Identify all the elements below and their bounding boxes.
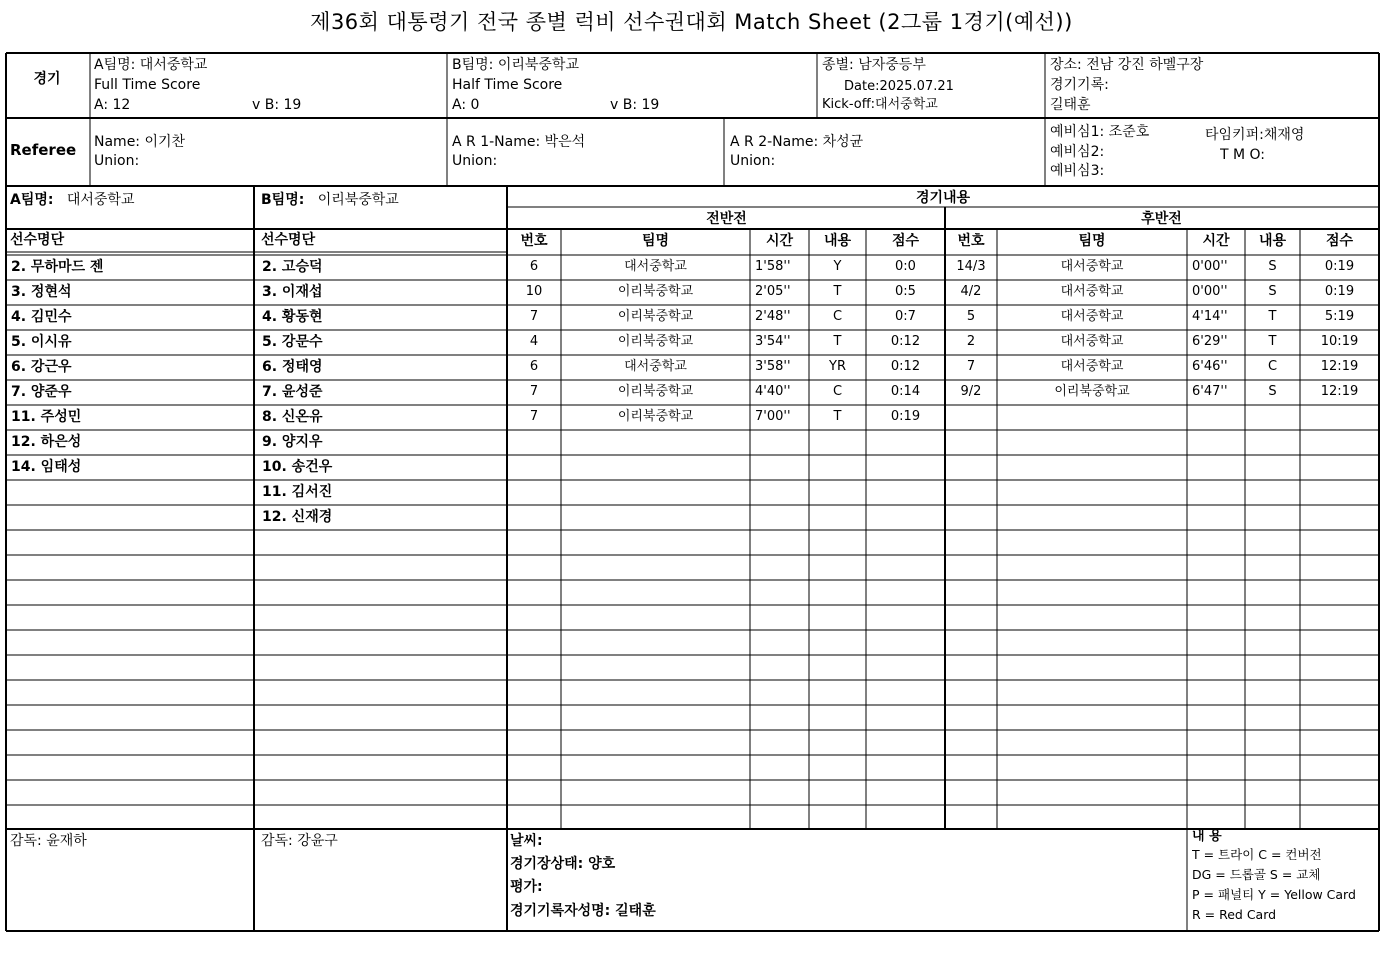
event-column-header: 내용: [823, 233, 852, 249]
event-cell: 4/2: [960, 284, 982, 299]
event-cell: Y: [833, 259, 842, 274]
event-cell: 대서중학교: [1060, 334, 1124, 349]
roster-b-list-label: 선수명단: [261, 232, 316, 248]
event-cell: 12:19: [1320, 359, 1359, 374]
tmo: T M O:: [1220, 147, 1266, 163]
events-header: 경기내용: [915, 190, 971, 206]
roster-a-header: A팀명: 대서중학교: [10, 192, 135, 208]
roster-player: 11. 주성민: [11, 409, 82, 425]
referee-name: Name: 이기찬: [94, 134, 186, 150]
reserve-referee-1: 예비심1: 조준호: [1050, 124, 1150, 140]
roster-player: 8. 신온유: [262, 409, 323, 425]
ar2-name: A R 2-Name: 차성균: [730, 134, 864, 150]
team-a-info: A팀명: 대서중학교: [94, 57, 208, 73]
roster-player: 11. 김서진: [262, 484, 333, 500]
event-cell: 5: [966, 309, 976, 324]
event-cell: 0:12: [890, 359, 921, 374]
event-cell: C: [832, 309, 843, 324]
event-cell: 4'40'': [755, 384, 791, 399]
roster-a-list-label: 선수명단: [10, 232, 65, 248]
event-cell: 대서중학교: [624, 359, 687, 374]
legend-item: DG = 드롭골 S = 교체: [1192, 867, 1321, 882]
referee-label: Referee: [10, 141, 77, 159]
roster-player: 5. 이시유: [11, 334, 72, 350]
recorder-label: 경기기록:: [1050, 77, 1109, 93]
weather: 날씨:: [510, 833, 543, 849]
event-cell: S: [1268, 384, 1277, 399]
event-cell: 이리북중학교: [1054, 384, 1130, 399]
event-cell: 6'29'': [1192, 334, 1228, 349]
first-half-header: 전반전: [706, 211, 747, 227]
event-cell: 이리북중학교: [617, 309, 694, 324]
referee-union: Union:: [94, 153, 140, 169]
event-cell: 2'05'': [755, 284, 791, 299]
kickoff-info: Kick-off:대서중학교: [822, 97, 938, 112]
roster-player: 2. 무하마드 젠: [11, 259, 104, 275]
record-writer: 경기기록자성명: 길태훈: [510, 903, 656, 919]
event-cell: 5:19: [1324, 309, 1355, 324]
page-title: 제36회 대통령기 전국 종별 럭비 선수권대회 Match Sheet (2그룹 1경기(예선)): [310, 10, 1073, 34]
event-cell: 6'46'': [1192, 359, 1228, 374]
venue-info: 장소: 전남 강진 하멜구장: [1050, 57, 1204, 73]
event-cell: 12:19: [1320, 384, 1359, 399]
half-time-a: A: 0: [452, 97, 480, 113]
event-cell: T: [833, 409, 842, 424]
roster-player: 14. 임태성: [11, 459, 82, 475]
ar2-union: Union:: [730, 153, 776, 169]
coach-a: 감독: 윤재하: [10, 833, 87, 849]
category-info: 종별: 남자중등부: [822, 57, 926, 73]
event-cell: 4: [529, 334, 539, 349]
full-time-b: v B: 19: [252, 97, 302, 113]
event-cell: 대서중학교: [624, 259, 687, 274]
event-column-header: 점수: [891, 233, 920, 249]
event-cell: 3'58'': [755, 359, 791, 374]
event-column-header: 번호: [957, 233, 985, 249]
event-cell: 1'58'': [755, 259, 791, 274]
event-cell: 0:0: [895, 259, 916, 274]
team-b-info: B팀명: 이리북중학교: [452, 57, 579, 73]
roster-player: 4. 김민수: [11, 309, 72, 325]
event-cell: 2: [966, 334, 976, 349]
event-cell: 2'48'': [755, 309, 791, 324]
event-cell: 0:14: [890, 384, 921, 399]
roster-player: 5. 강문수: [262, 334, 323, 350]
event-column-header: 번호: [520, 233, 548, 249]
event-cell: S: [1268, 284, 1277, 299]
event-cell: 0:19: [890, 409, 921, 424]
event-cell: 대서중학교: [1060, 284, 1124, 299]
event-cell: 0:12: [890, 334, 921, 349]
roster-player: 7. 윤성준: [262, 384, 323, 400]
event-cell: 이리북중학교: [617, 409, 694, 424]
reserve-referee-3: 예비심3:: [1050, 163, 1105, 179]
reserve-referee-2: 예비심2:: [1050, 144, 1105, 160]
event-cell: 9/2: [960, 384, 982, 399]
event-cell: 4'14'': [1192, 309, 1228, 324]
event-cell: 0:5: [895, 284, 916, 299]
event-cell: 대서중학교: [1060, 259, 1124, 274]
roster-player: 10. 송건우: [262, 459, 333, 475]
event-cell: T: [833, 284, 842, 299]
event-cell: S: [1268, 259, 1277, 274]
legend-item: T = 트라이 C = 컨버전: [1192, 847, 1322, 862]
event-cell: 6'47'': [1192, 384, 1228, 399]
event-cell: 0:7: [895, 309, 916, 324]
ground-condition: 경기장상태: 양호: [510, 856, 616, 872]
event-cell: 7: [529, 409, 539, 424]
event-cell: 7: [529, 384, 539, 399]
ar1-union: Union:: [452, 153, 498, 169]
event-cell: 이리북중학교: [617, 334, 694, 349]
event-column-header: 점수: [1325, 233, 1354, 249]
legend-item: P = 패널티 Y = Yellow Card: [1192, 887, 1356, 902]
event-cell: 0'00'': [1192, 284, 1228, 299]
roster-player: 6. 강근우: [11, 359, 72, 375]
event-cell: C: [832, 384, 843, 399]
event-cell: 7: [529, 309, 539, 324]
event-cell: 0:19: [1324, 259, 1355, 274]
event-cell: T: [1268, 309, 1277, 324]
legend-item: R = Red Card: [1192, 907, 1277, 922]
ar1-name: A R 1-Name: 박은석: [452, 134, 586, 150]
event-cell: 이리북중학교: [617, 384, 694, 399]
event-cell: 대서중학교: [1060, 359, 1124, 374]
event-column-header: 팀명: [1078, 233, 1106, 249]
event-cell: 14/3: [956, 259, 986, 274]
full-time-a: A: 12: [94, 97, 131, 113]
event-cell: 7: [966, 359, 976, 374]
event-column-header: 시간: [1202, 233, 1230, 249]
roster-player: 6. 정태영: [262, 359, 323, 375]
event-cell: 10:19: [1320, 334, 1359, 349]
full-time-label: Full Time Score: [94, 77, 201, 93]
event-column-header: 내용: [1258, 233, 1287, 249]
event-cell: 7'00'': [755, 409, 791, 424]
event-cell: 6: [529, 359, 539, 374]
event-cell: 0:19: [1324, 284, 1355, 299]
roster-player: 3. 정현석: [11, 284, 72, 300]
half-time-b: v B: 19: [610, 97, 660, 113]
roster-player: 12. 하은성: [11, 434, 82, 450]
half-time-label: Half Time Score: [452, 77, 563, 93]
roster-player: 9. 양지우: [262, 434, 323, 450]
match-date: Date:2025.07.21: [844, 79, 954, 94]
roster-player: 7. 양준우: [11, 384, 72, 400]
event-cell: C: [1267, 359, 1278, 374]
roster-player: 4. 황동현: [262, 309, 323, 325]
recorder-name: 길태훈: [1050, 97, 1091, 113]
event-cell: 대서중학교: [1060, 309, 1124, 324]
roster-b-header: B팀명: 이리북중학교: [261, 192, 399, 208]
event-cell: 10: [525, 284, 543, 299]
event-cell: 6: [529, 259, 539, 274]
legend-title: 내 용: [1192, 829, 1222, 844]
match-label: 경기: [33, 71, 61, 87]
event-cell: T: [1268, 334, 1277, 349]
event-cell: 이리북중학교: [617, 284, 694, 299]
rating: 평가:: [510, 879, 543, 895]
timekeeper: 타임키퍼:채재영: [1205, 127, 1305, 143]
event-cell: 0'00'': [1192, 259, 1228, 274]
second-half-header: 후반전: [1141, 211, 1182, 227]
event-column-header: 시간: [765, 233, 794, 249]
event-column-header: 팀명: [641, 233, 670, 249]
roster-player: 12. 신재경: [262, 509, 333, 525]
roster-player: 3. 이재섭: [262, 284, 323, 300]
event-cell: 3'54'': [755, 334, 791, 349]
event-cell: YR: [829, 359, 846, 374]
coach-b: 감독: 강윤구: [261, 833, 338, 849]
event-cell: T: [833, 334, 842, 349]
roster-player: 2. 고승덕: [262, 259, 323, 275]
